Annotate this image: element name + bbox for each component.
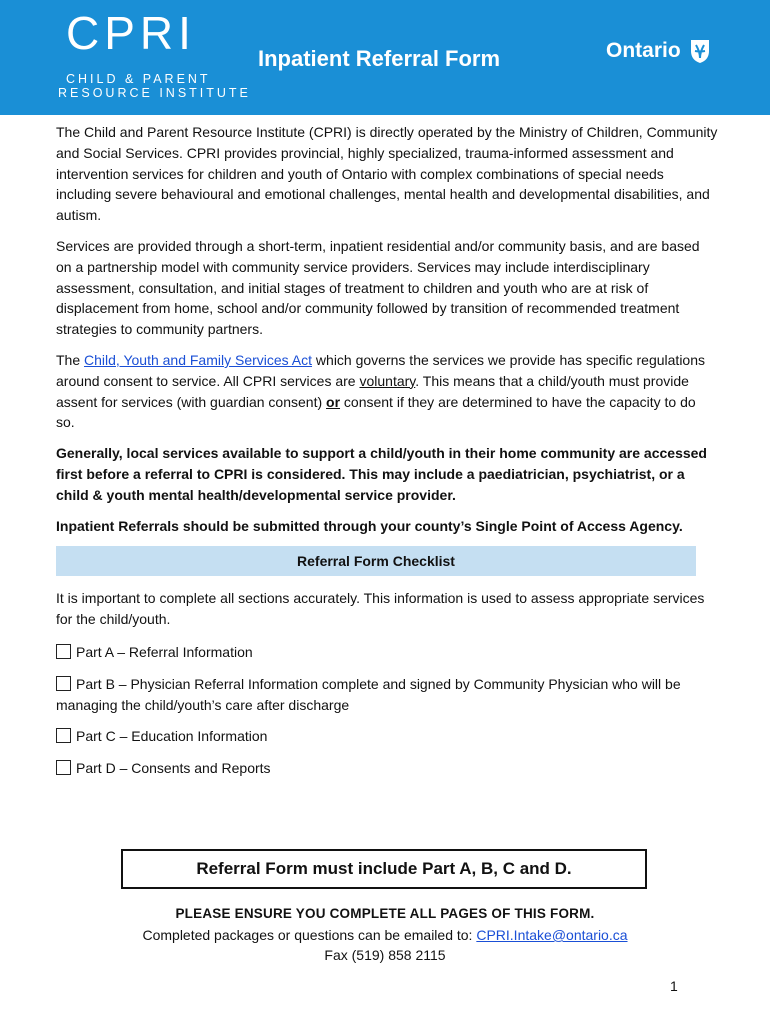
email-prefix: Completed packages or questions can be emailed to: — [142, 927, 477, 943]
requirement-notice-box: Referral Form must include Part A, B, C and D. — [121, 849, 647, 889]
checklist-heading: Referral Form Checklist — [56, 546, 696, 576]
voluntary-underlined: voluntary — [359, 372, 416, 389]
checklist-label-part-c: Part C – Education Information — [76, 728, 268, 745]
checklist-label-part-b: Part B – Physician Referral Information complete and signed by Community Physician who will be managing the child/youth’s care after discharge — [56, 675, 681, 713]
checkbox-part-a[interactable] — [56, 644, 71, 659]
or-emphasis: or — [326, 393, 341, 410]
local-services-notice: Generally, local services available to support a child/youth in their home community are accessed first before a referral to CPRI is considered. This may include a paediatrician, psychiatrist, or a child & youth mental health/developmental service provider. — [56, 445, 707, 503]
cpri-logo-subtitle — [58, 72, 251, 100]
checklist-item-part-a — [56, 642, 718, 663]
cpri-logo-sub-line2: RESOURCE INSTITUTE — [58, 86, 251, 100]
p3-text-c: . This means that a child/youth must provide assent for services (with guardian consent) — [56, 372, 689, 410]
checkbox-part-b[interactable] — [56, 676, 71, 691]
trillium-icon — [687, 38, 713, 64]
ontario-wordmark: Ontario — [606, 39, 681, 62]
checklist-description: It is important to complete all sections accurately. This information is used to assess appropriate services for the child/youth. — [56, 590, 705, 628]
header-banner — [0, 0, 770, 115]
complete-all-pages-notice: PLEASE ENSURE YOU COMPLETE ALL PAGES OF THIS FORM. — [175, 906, 595, 921]
cpri-logo — [58, 7, 251, 100]
submission-notice: Inpatient Referrals should be submitted through your county’s Single Point of Access Agency. — [56, 517, 683, 534]
checklist-item-part-d — [56, 758, 718, 779]
cpri-logo-sub-line1: CHILD & PARENT — [66, 72, 211, 86]
intro-paragraph-3 — [56, 350, 718, 433]
cpri-logo-main: CPRI — [66, 7, 196, 59]
checklist-item-part-c — [56, 726, 718, 747]
form-title: Inpatient Referral Form — [258, 46, 501, 71]
checklist-item-part-b — [56, 674, 718, 716]
main-content — [56, 122, 718, 790]
fax-line: Fax (519) 858 2115 — [324, 947, 446, 963]
p3-text-b: which governs the services we provide has specific regulations around consent to service. All CPRI services are — [56, 351, 706, 389]
checkbox-part-d[interactable] — [56, 760, 71, 775]
ontario-logo — [606, 38, 713, 64]
intake-email-link[interactable]: CPRI.Intake@ontario.ca — [476, 927, 628, 943]
p3-text-d: consent if they are determined to have the capacity to do so. — [56, 393, 696, 431]
intro-paragraph-1: The Child and Parent Resource Institute (CPRI) is directly operated by the Ministry of Children, Community and Social Services. CPRI provides provincial, highly specialized, trauma-informed assessment and intervention services for children and youth of Ontario with complex combinations of special needs including severe behavioural and emotional challenges, mental health and developmental disabilities, and autism. — [56, 124, 718, 224]
p3-text-a: The — [56, 351, 85, 368]
email-line — [0, 927, 770, 943]
page-number: 1 — [670, 978, 678, 994]
checkbox-part-c[interactable] — [56, 728, 71, 743]
intro-paragraph-2: Services are provided through a short-term, inpatient residential and/or community basis, and are based on a partnership model with community service providers. Services may include interdisciplinary assessment, consultation, and initial stages of treatment to children and youth who are at risk of displacement from home, school and/or community followed by transition of recommended treatment strategies to community partners. — [56, 237, 700, 338]
cyfsa-link[interactable]: Child, Youth and Family Services Act — [84, 351, 313, 368]
checklist-label-part-d: Part D – Consents and Reports — [76, 760, 271, 777]
checklist-label-part-a: Part A – Referral Information — [76, 643, 253, 660]
